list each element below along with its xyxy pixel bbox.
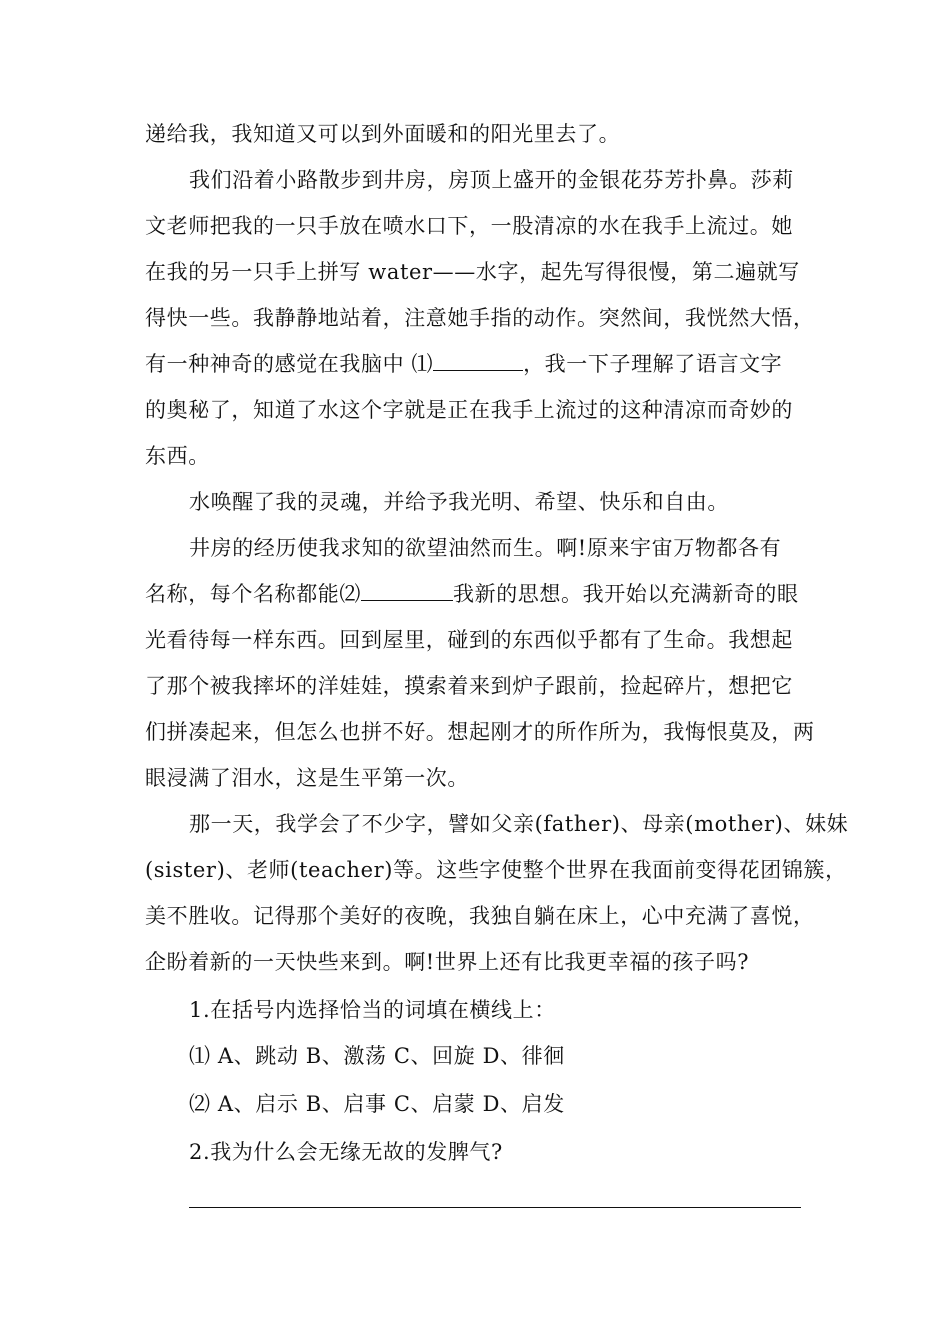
passage-line-with-blank-1: [145, 350, 809, 378]
passage-line-with-blank-2: [145, 580, 809, 608]
passage-line: 们拼凑起来，但怎么也拼不好。想起刚才的所作所为，我悔恨莫及，两: [145, 720, 815, 744]
passage-line: 企盼着新的一天快些来到。啊!世界上还有比我更幸福的孩子吗?: [145, 950, 750, 974]
passage-line: 了那个被我摔坏的洋娃娃，摸索着来到炉子跟前，捡起碎片，想把它: [145, 674, 793, 698]
passage-line: 光看待每一样东西。回到屋里，碰到的东西似乎都有了生命。我想起: [145, 628, 793, 652]
passage-line: 我们沿着小路散步到井房，房顶上盛开的金银花芬芳扑鼻。莎莉: [189, 168, 794, 192]
passage-line-part: 名称，每个名称都能⑵: [145, 582, 361, 606]
passage-line: (sister)、老师(teacher)等。这些字使整个世界在我面前变得花团锦簇，: [145, 858, 847, 882]
question-1-options-b: ⑵ A、启示 B、启事 C、启蒙 D、启发: [189, 1092, 565, 1116]
passage-line-part: 我新的思想。我开始以充满新奇的眼: [453, 582, 799, 606]
fill-blank-1[interactable]: [433, 350, 523, 371]
answer-line[interactable]: [189, 1207, 801, 1208]
passage-line: 得快一些。我静静地站着，注意她手指的动作。突然间，我恍然大悟，: [145, 306, 815, 330]
passage-line: 美不胜收。记得那个美好的夜晚，我独自躺在床上，心中充满了喜悦，: [145, 904, 815, 928]
passage-line-part: ，我一下子理解了语言文字: [523, 352, 783, 376]
passage-line: 眼浸满了泪水，这是生平第一次。: [145, 766, 469, 790]
passage-line: 东西。: [145, 444, 210, 468]
fill-blank-2[interactable]: [361, 580, 453, 601]
passage-line: 的奥秘了，知道了水这个字就是正在我手上流过的这种清凉而奇妙的: [145, 398, 793, 422]
passage-line: 井房的经历使我求知的欲望油然而生。啊!原来宇宙万物都各有: [189, 536, 782, 560]
question-1-options-a: ⑴ A、跳动 B、激荡 C、回旋 D、徘徊: [189, 1044, 565, 1068]
passage-line-part: 有一种神奇的感觉在我脑中 ⑴: [145, 352, 434, 376]
question-2-title: 2.我为什么会无缘无故的发脾气?: [189, 1140, 503, 1164]
passage-line: 递给我，我知道又可以到外面暖和的阳光里去了。: [145, 122, 621, 146]
passage-line: 在我的另一只手上拼写 water——水字，起先写得很慢，第二遍就写: [145, 260, 800, 284]
passage-line: 文老师把我的一只手放在喷水口下，一股清凉的水在我手上流过。她: [145, 214, 793, 238]
passage-line: 水唤醒了我的灵魂，并给予我光明、希望、快乐和自由。: [189, 490, 729, 514]
question-1-title: 1.在括号内选择恰当的词填在横线上：: [189, 998, 556, 1022]
passage-line: 那一天，我学会了不少字，譬如父亲(father)、母亲(mother)、妹妹: [189, 812, 849, 836]
